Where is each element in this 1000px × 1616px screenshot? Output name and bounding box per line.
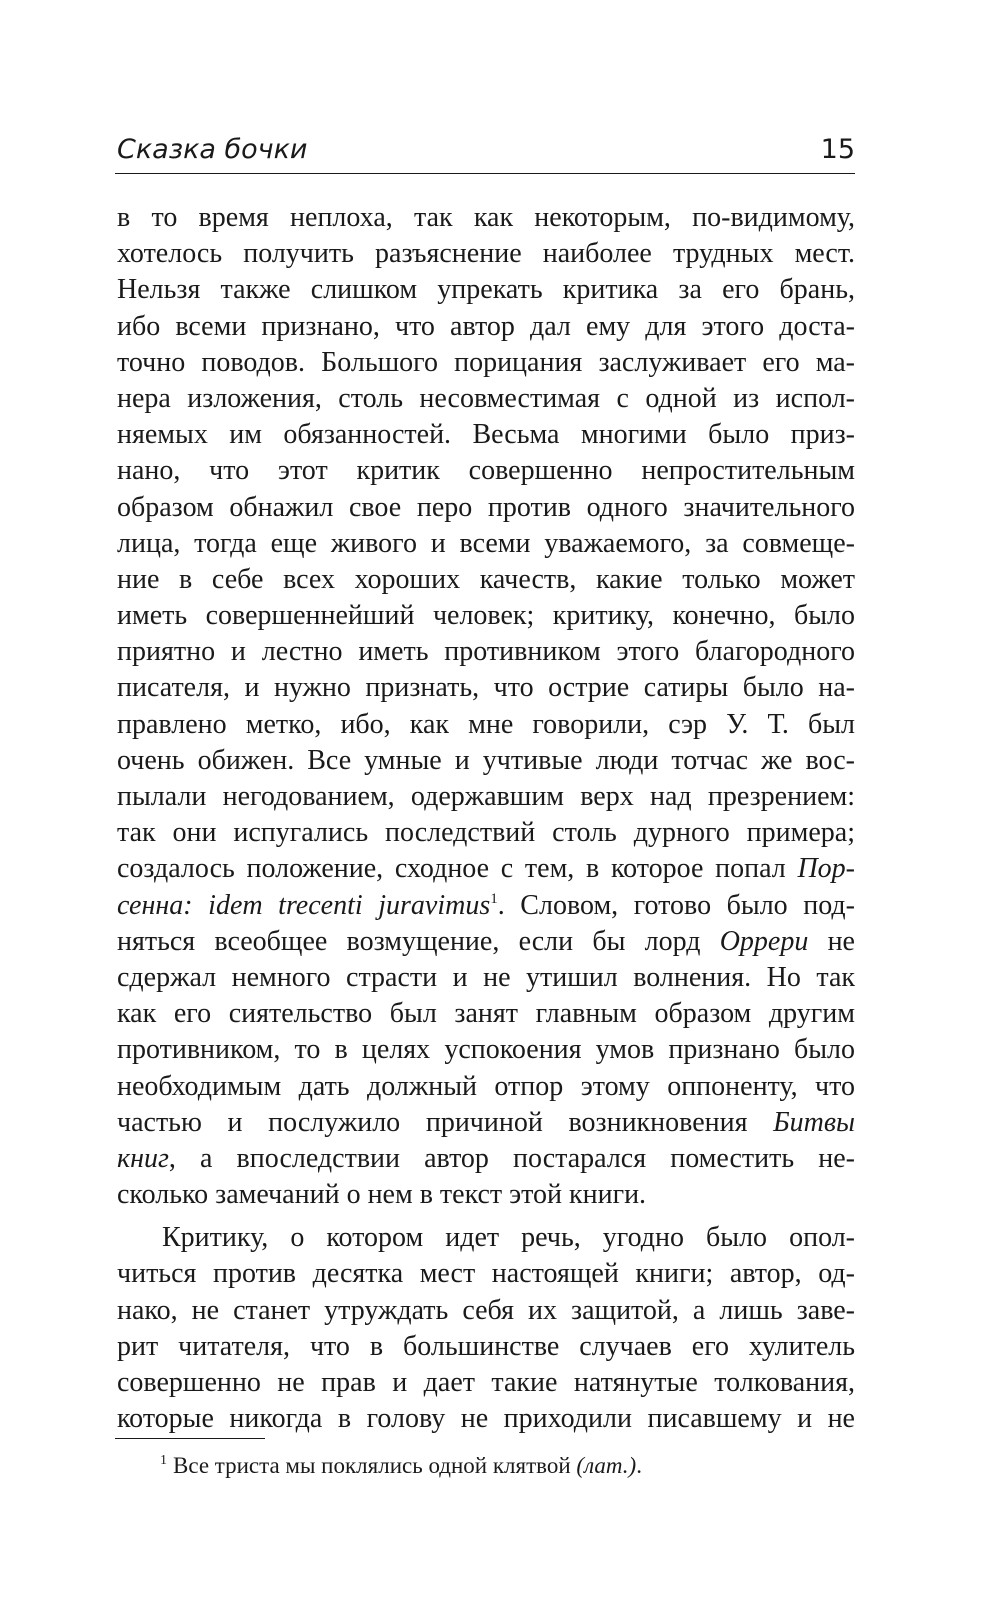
text-line [117, 888, 855, 924]
footnote-divider [115, 1438, 265, 1439]
text-run: . Словом, готово было под- [497, 889, 855, 921]
body-text [117, 200, 855, 1437]
text-line: в то время неплоха, так как некоторым, по-видимому, [117, 202, 855, 233]
italic-title-battle: Битвы [773, 1106, 855, 1138]
text-line: няемых им обязанностей. Весьма многими было приз- [117, 419, 855, 451]
running-title: Сказка бочки [117, 134, 308, 165]
text-line: как его сиятельство был занят главным образом другим [117, 998, 855, 1030]
text-line [117, 1105, 855, 1141]
text-run: , а впоследствии автор постарался поместить не- [168, 1142, 855, 1174]
text-line: читься против десятка мест настоящей книги; автор, од- [117, 1258, 855, 1290]
text-line [117, 924, 855, 960]
text-line: ибо всеми признано, что автор дал ему для этого доста- [117, 310, 855, 342]
text-line: Критику, о котором идет речь, угодно было опол- [162, 1222, 855, 1254]
text-line: которые никогда в голову не приходили писавшему и не [117, 1403, 855, 1435]
text-line: писателя, и нужно признать, что острие сатиры было на- [117, 672, 855, 704]
text-line: нано, что этот критик совершенно непростительным [117, 455, 855, 487]
text-line: лица, тогда еще живого и всеми уважаемого, за совмеще- [117, 527, 855, 559]
running-head [115, 133, 855, 174]
text-line: приятно и лестно иметь противником этого благородного [117, 636, 855, 668]
page-number: 15 [820, 134, 855, 165]
text-line: Нельзя также слишком упрекать критика за его брань, [117, 274, 855, 306]
footnote-language-note: (лат.) [576, 1453, 637, 1478]
text-line: иметь совершеннейший человек; критику, конечно, было [117, 600, 855, 632]
paragraph [117, 200, 855, 1213]
paragraph-gap [117, 1213, 855, 1220]
italic-name-porsenna: Пор- [797, 853, 855, 885]
latin-quote: сенна: idem trecenti juravimus [117, 889, 491, 921]
text-run: не [808, 925, 855, 957]
text-line: точно поводов. Большого порицания заслуживает его ма- [117, 346, 855, 378]
footnote-ref: 1 [490, 890, 498, 907]
italic-title-books: книг [117, 1142, 169, 1174]
text-line: правлено метко, ибо, как мне говорили, сэр У. Т. был [117, 708, 855, 740]
footnote-text: Все триста мы поклялись одной клятвой [173, 1453, 577, 1478]
text-line: хотелось получить разъяснение наиболее трудных мест. [117, 238, 855, 270]
text-line: сколько замечаний о нем в текст этой книги. [117, 1179, 647, 1211]
text-line: необходимым дать должный отпор этому оппоненту, что [117, 1070, 855, 1102]
text-line: образом обнажил свое перо против одного значительного [117, 491, 855, 523]
text-line: нера изложения, столь несовместимая с одной из испол- [117, 382, 855, 414]
text-line: сдержал немного страсти и не утишил волнения. Но так [117, 961, 855, 993]
text-line: так они испугались последствий столь дурного примера; [117, 817, 855, 849]
text-line [117, 851, 855, 887]
footnote-end: . [636, 1453, 642, 1478]
text-line: ние в себе всех хороших качеств, какие только может [117, 563, 855, 595]
text-line: нако, не станет утруждать себя их защитой, а лишь заве- [117, 1294, 855, 1326]
italic-name-orrery: Оррери [719, 925, 809, 957]
paragraph [117, 1220, 855, 1437]
text-run: создалось положение, сходное с тем, в которое попал [117, 853, 798, 885]
text-run: няться всеобщее возмущение, если бы лорд [117, 925, 720, 957]
footnote [160, 1452, 820, 1480]
text-run: частью и послужило причиной возникновения [117, 1106, 774, 1138]
text-line: противником, то в целях успокоения умов признано было [117, 1034, 855, 1066]
text-line: рит читателя, что в большинстве случаев его хулитель [117, 1330, 855, 1362]
text-line: пылали негодованием, одержавшим верх над презрением: [117, 781, 855, 812]
footnote-marker: 1 [160, 1453, 167, 1468]
text-line: очень обижен. Все умные и учтивые люди тотчас же вос- [117, 744, 855, 776]
text-line: совершенно не прав и дает такие натянутые толкования, [117, 1367, 855, 1398]
text-line [117, 1141, 855, 1177]
